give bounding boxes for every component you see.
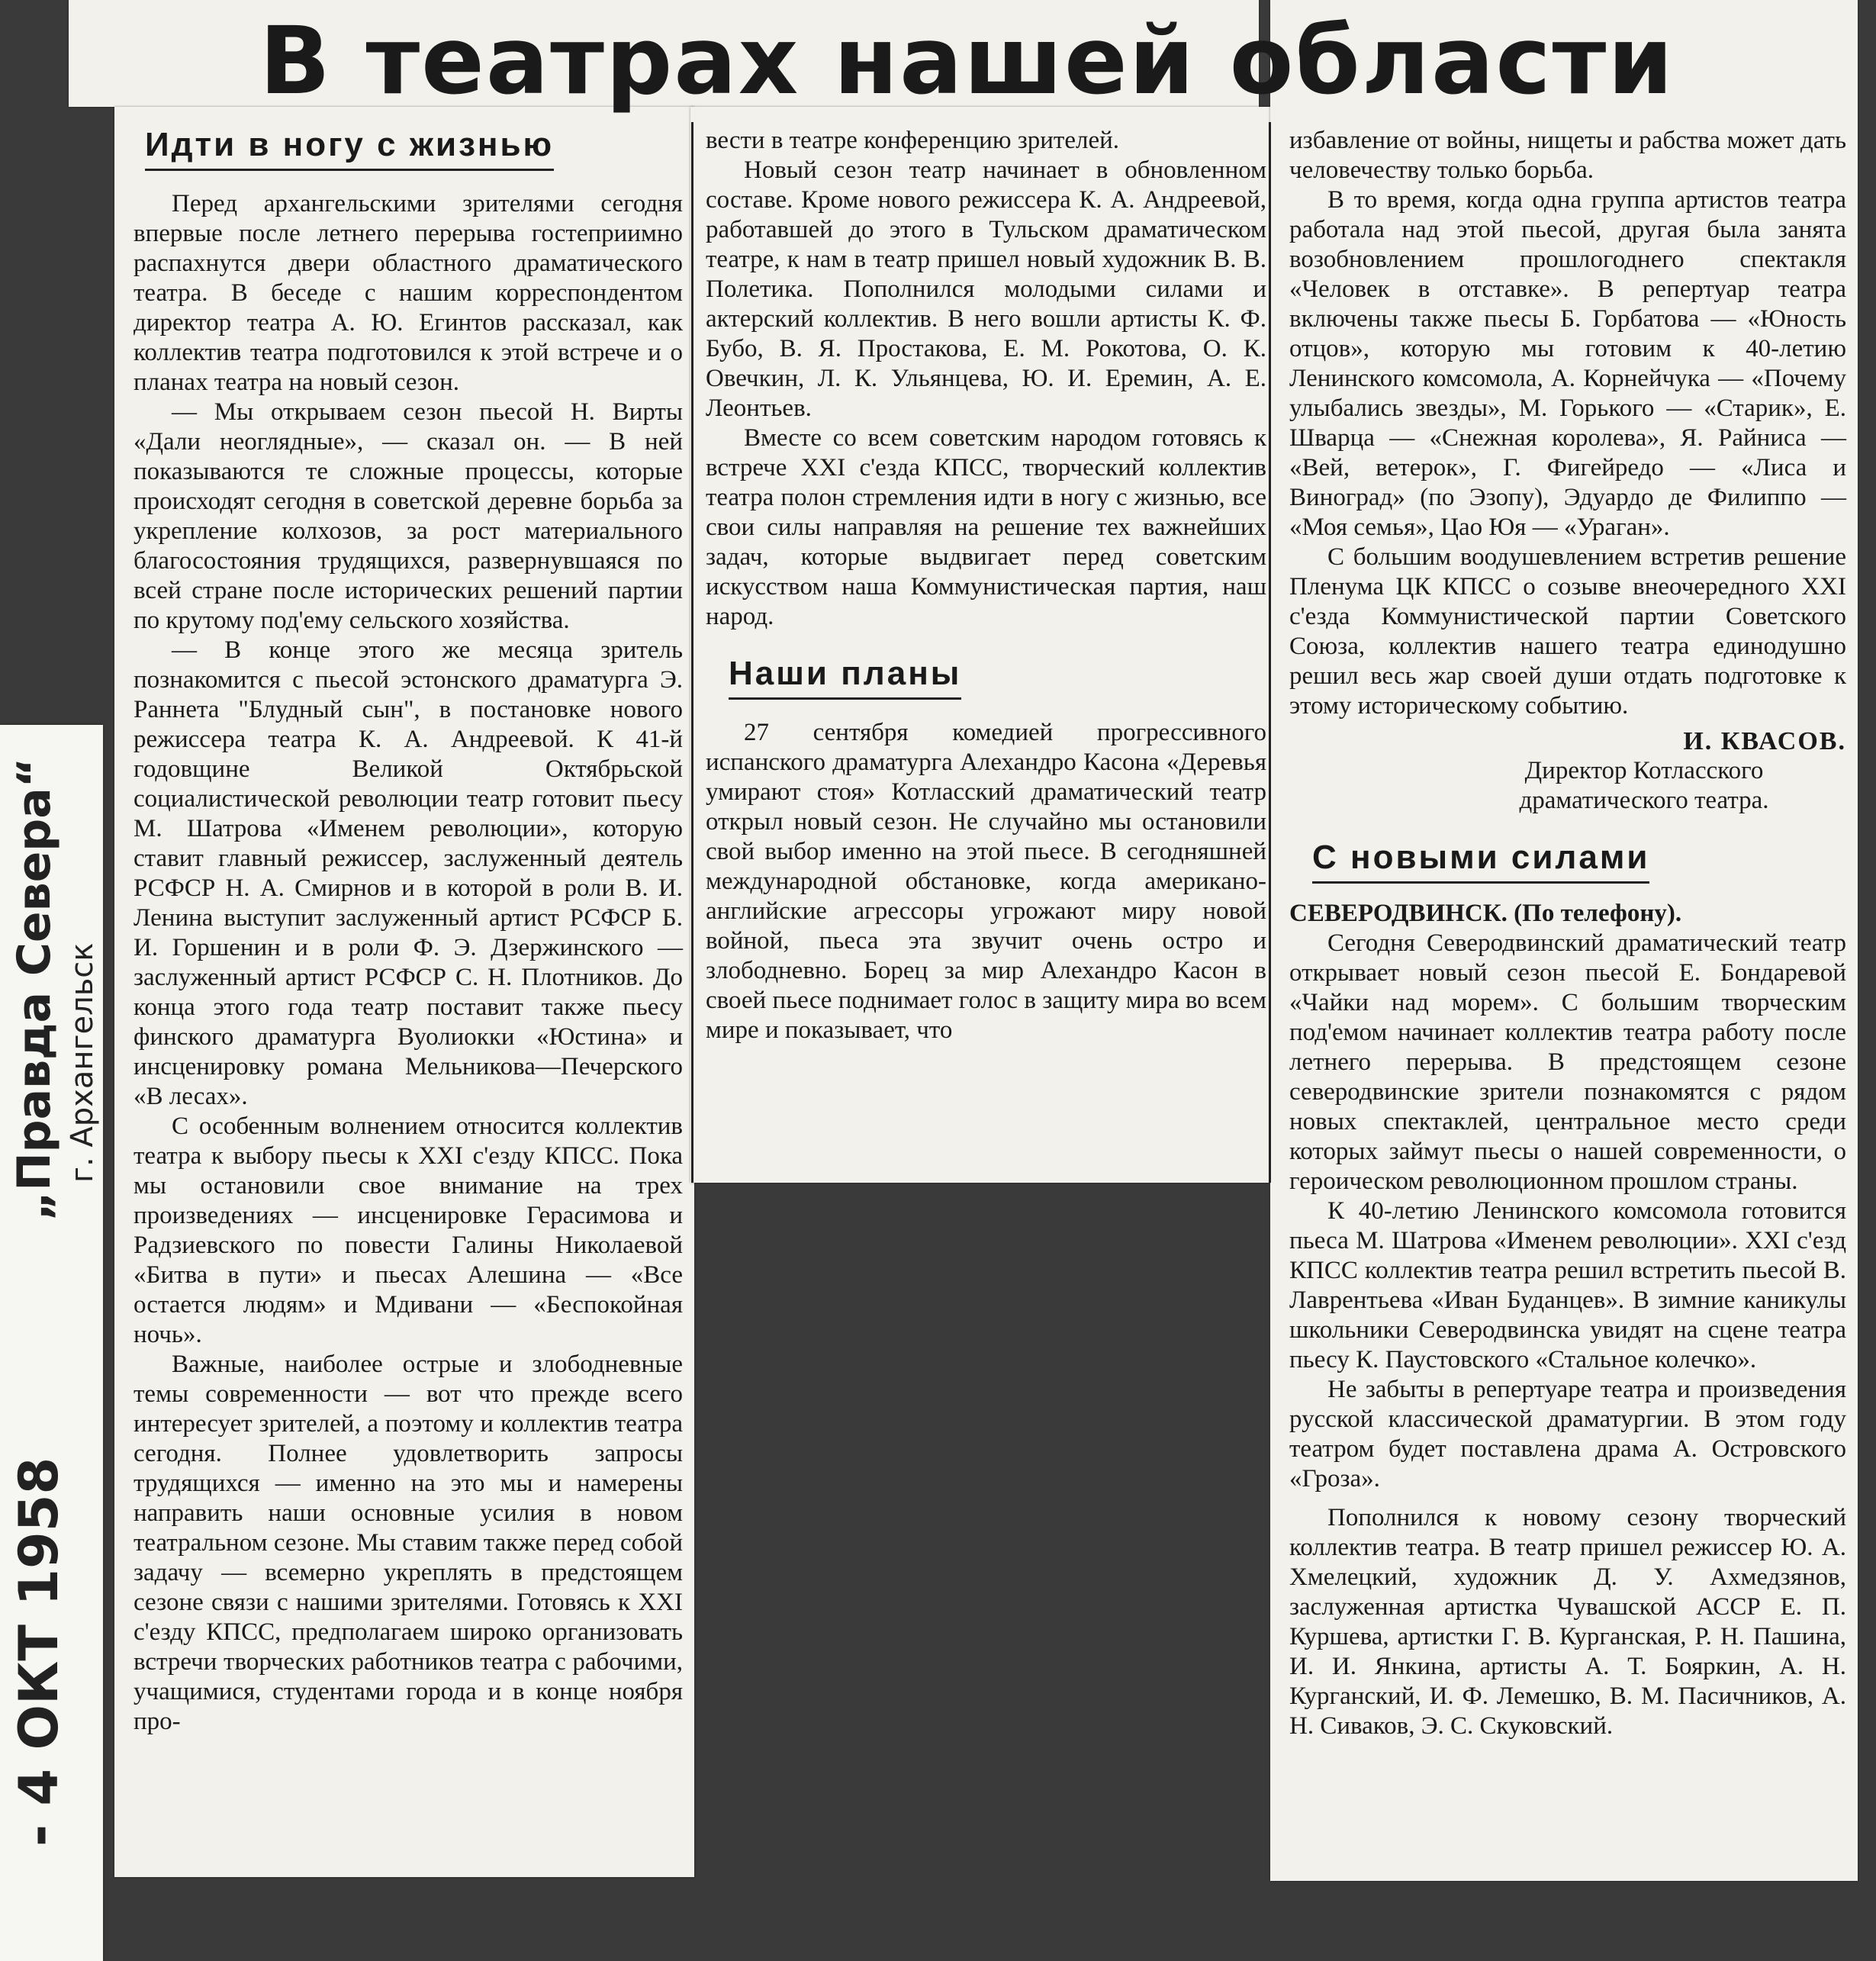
article-paragraph: С большим воодушевлением встретив решение Пленума ЦК КПСС о созыве внеочередного XXI с'езда Коммунистической партии Советского Союза, коллектив нашего театра единодушно решил весь жар своей души отдать подготовке к этому историческому событию. <box>1289 543 1846 720</box>
dateline: СЕВЕРОДВИНСК. (По телефону). <box>1289 900 1682 927</box>
article-paragraph: С особенным волнением относится коллектив театра к выбору пьесы к XXI с'езду КПСС. Пока мы остановили свое внимание на трех произведениях — инсценировке Герасимова и Радзиевского по повести Галины Николаевой «Битва в пути» и пьесах Алешина — «Все остается людям» и Мдивани — «Беспокойная ночь». <box>134 1113 683 1348</box>
article-heading: Наши планы <box>729 655 961 700</box>
article-paragraph: Вместе со всем советским народом готовясь к встрече XXI с'езда КПСС, творческий коллектив театра полон стремления идти в ногу с жизнью, все свои силы направляя на решение тех важнейших задач, которые выдвигает перед советским искусством наша Коммунистическая партия, наш народ. <box>706 424 1266 630</box>
column-2 <box>706 126 1266 1045</box>
column-rule <box>1269 122 1271 1183</box>
article-paragraph: Важные, наиболее острые и злободневные темы современности — вот что прежде всего интересует зрителей, а поэтому и коллектив театра сегодня. Полнее удовлетворить запросы трудящихся — именно на это мы и намерены направить наши основные усилия в новом театральном сезоне. Мы ставим также перед собой задачу — всемерно укреплять в предстоящем сезоне связи с нашими зрителями. Готовясь к XXI с'езду КПСС, предполагаем широко организовать встречи творческих работников театра с рабочими, учащимися, студентами города и в конце ноября про- <box>134 1351 683 1735</box>
stamp-city: г. Архангельск <box>65 942 100 1183</box>
article-heading: С новыми силами <box>1312 839 1649 884</box>
newspaper-stamp <box>8 757 100 1847</box>
stamp-date: - 4 ОКТ 1958 <box>8 1457 70 1847</box>
article-paragraph: К 40-летию Ленинского комсомола готовится пьеса М. Шатрова «Именем революции». XXI с'езд КПСС коллектив театра решил встретить пьесой В. Лаврентьева «Иван Буданцев». В зимние каникулы школьники Северодвинска увидят на сцене театра пьесу К. Паустовского «Стальное колечко». <box>1289 1197 1846 1373</box>
masthead-title: В театрах нашей области <box>259 7 1675 115</box>
column-3 <box>1289 126 1846 1741</box>
article-paragraph: Не забыты в репертуаре театра и произведения русской классической драматургии. В этом году театром будет поставлена драма А. Островского «Гроза». <box>1289 1376 1846 1492</box>
column-1 <box>134 126 683 1737</box>
article-paragraph: Сегодня Северодвинский драматический театр открывает новый сезон пьесой Е. Бондаревой «Чайки над морем». С большим творческим под'емом начинает коллектив театра работу после летнего перерыва. В предстоящем сезоне северодвинские зрители познакомятся с рядом новых спектаклей, центральное место среди которых займут пьесы о нашей современности, о героическом революционном прошлом страны. <box>1289 929 1846 1195</box>
article-paragraph: избавление от войны, нищеты и рабства может дать человечеству только борьба. <box>1289 127 1846 184</box>
signature-name: И. КВАСОВ. <box>1683 727 1846 755</box>
column-rule <box>691 122 693 1183</box>
article-paragraph: Перед архангельскими зрителями сегодня впервые после летнего перерыва гостеприимно распахнутся двери областного драматического театра. В беседе с нашим корреспондентом директор театра А. Ю. Егинтов рассказал, как коллектив театра подготовился к этой встрече и о планах театра на новый сезон. <box>134 190 683 396</box>
article-paragraph: — Мы открываем сезон пьесой Н. Вирты «Дали неоглядные», — сказал он. — В ней показываются те сложные процессы, которые происходят сегодня в советской деревне борьба за укрепление колхозов, за рост материального благосостояния трудящихся, развернувшаяся по всей стране после исторических решений партии по крутому под'ему сельского хозяйства. <box>134 398 683 634</box>
stamp-newspaper: „Правда Севера“ <box>8 757 61 1221</box>
article-heading: Идти в ногу с жизнью <box>145 126 554 171</box>
article-paragraph: — В конце этого же месяца зритель познакомится с пьесой эстонского драматурга Э. Раннета "Блудный сын", в постановке нового режиссера театра К. А. Андреевой. К 41-й годовщине Великой Октябрьской социалистической революции театр готовит пьесу М. Шатрова «Именем революции», которую ставит главный режиссер, заслуженный деятель РСФСР Н. А. Смирнов и в которой в роли В. И. Ленина выступит заслуженный артист РСФСР Б. И. Горшенин и в роли Ф. Э. Дзержинского — заслуженный артист РСФСР С. Н. Плотников. До конца этого года театр поставит также пьесу финского драматурга Вуолиокки «Юстина» и инсценировку романа Мельникова—Печерского «В лесах». <box>134 636 683 1110</box>
article-paragraph: вести в театре конференцию зрителей. <box>706 127 1120 154</box>
article-paragraph: В то время, когда одна группа артистов театра работала над этой пьесой, другая была занята возобновлением прошлогоднего спектакля «Человек в отставке». В репертуар театра включены также пьесы Б. Горбатова — «Юность отцов», которую мы готовим к 40-летию Ленинского комсомола, А. Корнейчука — «Почему улыбались звезды», М. Горького — «Старик», Е. Шварца — «Снежная королева», Я. Райниса — «Вей, ветерок», Г. Фигейредо — «Лиса и Виноград» (по Эзопу), Эдуардо де Филиппо — «Моя семья», Цао Юя — «Ураган». <box>1289 186 1846 541</box>
article-paragraph: Новый сезон театр начинает в обновленном составе. Кроме нового режиссера К. А. Андреевой, работавшей до этого в Тульском драматическом театре, к нам в театр пришел новый художник В. В. Полетика. Пополнился молодыми силами и актерский коллектив. В него вошли артисты К. Ф. Бубо, В. Я. Простакова, Е. М. Рокотова, О. К. Овечкин, Л. К. Ульянцева, Ю. И. Еремин, А. Е. Леонтьев. <box>706 156 1266 422</box>
article-paragraph: Пополнился к новому сезону творческий коллектив театра. В театр пришел режиссер Ю. А. Хмелецкий, художник Д. У. Ахмедзянов, заслуженная артистка Чувашской АССР Е. П. Куршева, артистки Г. В. Курганская, Р. Н. Пашина, И. И. Янкина, артисты А. Т. Бояркин, А. Н. Курганский, И. Ф. Лемешко, В. М. Пасичников, А. Н. Сиваков, Э. С. Скуковский. <box>1289 1504 1846 1740</box>
signature-role: Директор Котласского драматического театра. <box>1519 757 1769 814</box>
article-paragraph: 27 сентября комедией прогрессивного испанского драматурга Алехандро Касона «Деревья умирают стоя» Котласский драматический театр открыл новый сезон. Не случайно мы остановили свой выбор именно на этой пьесе. В сегодняшней международной обстановке, когда американо-английские агрессоры угрожают миру новой войной, пьеса эта звучит очень остро и злободневно. Борец за мир Алехандро Касон в своей пьесе поднимает голос в защиту мира во всем мире и показывает, что <box>706 719 1266 1044</box>
